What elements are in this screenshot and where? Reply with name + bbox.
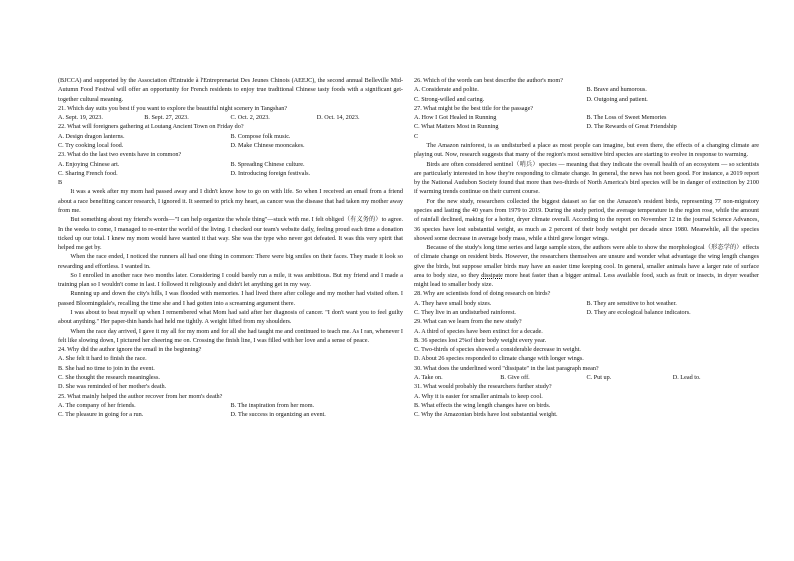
option: C. Oct. 2, 2023.	[230, 114, 270, 122]
options-22	[58, 141, 403, 150]
option: B. Spreading Chinese culture.	[230, 160, 305, 168]
question-26: 26. Which of the words can best describe the author's mom?	[414, 77, 563, 84]
option: C. What Matters Most in Running	[414, 123, 499, 131]
options-27	[414, 122, 759, 131]
question-29: 29. What can we learn from the new study?	[414, 318, 522, 326]
option: B. They are sensitive to hot weather.	[586, 299, 677, 307]
option: D. The Rewards of Great Friendship	[586, 123, 677, 131]
option: C. The pleasure in going for a run.	[58, 411, 144, 419]
options-28	[414, 299, 759, 308]
option: D. They are ecological balance indicators.	[586, 309, 691, 317]
passage-b-paragraph: When the race day arrived, I gave it my all for my mom and for all she had taught me and continued to teach me. As I ran, whenever I felt like slowing down, I pictured her cheering me on. Crossing the finish line, I was filled with her love and a sense of peace.	[58, 327, 403, 344]
option: D. Outgoing and patient.	[586, 95, 648, 103]
passage-b-paragraph: I was about to beat myself up when I remembered what Mom had said after her diagnosis of cancer. "I don't want you to feel guilty about anything." Her paper-thin hands had held me tightly. A weight lifted from my shoulders.	[58, 309, 403, 326]
underlined-word: dissipate	[481, 271, 503, 279]
option: B. She had no time to join in the event.	[58, 364, 155, 372]
option: A. Sept. 19, 2023.	[58, 114, 103, 122]
option: B. Give off.	[500, 374, 530, 381]
option: A. Considerate and polite.	[414, 86, 479, 94]
passage-b-paragraph: Running up and down the city's hills, I was flooded with memories. I had lived there after college and my mother had visited often. I passed Bloomingdale's, recalling the time she and I had gotten into a screaming argument there.	[58, 290, 403, 307]
option: A. She felt it hard to finish the race.	[58, 355, 147, 363]
passage-b-paragraph: So I enrolled in another race two months later. Considering I could barely run a mile, it was ambitious. But my friend and I made a training plan so I wouldn't come in last. I followed it religiously and didn't let anything get in my way.	[58, 271, 403, 289]
option: D. Make Chinese mooncakes.	[230, 141, 305, 149]
option: B. Compose folk music.	[230, 132, 291, 140]
option: B. 36 species lost 2%of their body weight every year.	[414, 336, 547, 344]
question-27: 27. What might be the best title for the passage?	[414, 104, 534, 112]
options-26	[414, 95, 759, 104]
options-23	[58, 160, 403, 169]
options-27	[414, 113, 759, 122]
question-28: 28. Why are scientists fond of doing research on birds?	[414, 290, 551, 298]
question-21: 21. Which day suits you best if you want to explore the beautiful night scenery in Tangshan?	[58, 104, 288, 112]
option: A. A third of species have been extinct for a decade.	[414, 327, 543, 335]
options-30	[414, 373, 759, 382]
section-heading-c: C	[414, 132, 419, 140]
option: A. They have small body sizes.	[414, 299, 492, 307]
option: C. Two-thirds of species showed a considerable decrease in weight.	[414, 346, 581, 354]
option: A. Why it is easier for smaller animals to keep cool.	[414, 392, 543, 400]
right-column	[414, 76, 759, 419]
options-26	[414, 85, 759, 94]
left-column	[58, 76, 403, 419]
options-25	[58, 401, 403, 410]
passage-c-paragraph: For the new study, researchers collected the biggest dataset so far on the Amazon's resident birds, representing 77 non-migratory species and lasting the 40 years from 1979 to 2019. During the study period, the average temperature in the region rose, while the amount of rainfall declined, making for a hotter, dryer climate overall. According to the report on November 12 in the journal Science Advances, 36 species have lost substantial weight, as much as 2 percent of their body weight per decade since 1980. Meanwhile, all the species showed some decrease in average body mass, while a third grew longer wings.	[414, 197, 759, 242]
option: C. Sharing French food.	[58, 169, 118, 177]
passage-c-text: more heat faster than a bigger animal. Less available food, such as fruit or insects, in dryer weather might lead to smaller body size.	[414, 271, 759, 289]
question-24: 24. Why did the author ignore the email in the beginning?	[58, 346, 202, 354]
options-22	[58, 132, 403, 141]
option: A. The company of her friends.	[58, 401, 136, 409]
passage-b-paragraph: But something about my friend's words—"I can help organize the whole thing"—stuck with me. I felt obliged（有义务的）to agree. In the weeks to come, I managed to re-enter the world of the living. I checked our team's website daily, feeling proud each time a donation ticked up our total. I knew my mom would have wanted it that way. She was the type who never got defeated. It was this very spirit that helped me get by.	[58, 216, 403, 252]
option: B. The inspiration from her mom.	[230, 401, 315, 409]
question-23: 23. What do the last two events have in common?	[58, 151, 182, 159]
option: D. Lead to.	[672, 374, 701, 381]
option: C. Try cooking local food.	[58, 141, 124, 149]
options-25	[58, 410, 403, 419]
options-23	[58, 169, 403, 178]
option: D. Introducing foreign festivals.	[230, 169, 311, 177]
option: B. Sept. 27, 2023.	[144, 114, 189, 122]
option: C. Put up.	[586, 374, 612, 381]
option: D. Oct. 14, 2023.	[316, 114, 360, 122]
passage-c-paragraph: The Amazon rainforest, is as undisturbed a place as most people can imagine, but even there, the effects of a changing climate are playing out. Now, research suggests that many of the region's most sensitive bird species are starting to evolve in response to warming.	[414, 141, 759, 159]
options-28	[414, 308, 759, 317]
option: D. The success in organizing an event.	[230, 411, 326, 419]
option: C. Why the Amazonian birds have lost substantial weight.	[414, 411, 558, 419]
passage-b-paragraph: When the race ended, I noticed the runners all had one thing in common: There were big smiles on their faces. They made it look so rewarding and effortless. I wanted in.	[58, 253, 403, 270]
section-heading-b: B	[58, 179, 63, 187]
option: B. Brave and humorous.	[586, 86, 647, 94]
option: D. About 26 species responded to climate change with longer wings.	[414, 355, 584, 363]
option: D. She was reminded of her mother's death.	[58, 383, 167, 391]
option: A. Enjoying Chinese art.	[58, 160, 120, 168]
passage-c-text: Because of the study's long time series and large sample sizes, the authors were able to show the morphological（形态学的）effects of climate change on resident birds. However, the researchers themselves are unsure and wonder what advantage the wing length changes give the birds, but suppose smaller birds may have an easier time keeping cool. In general, smaller animals have a larger rate of surface area to body size, so they	[414, 244, 759, 279]
passage-b-paragraph: It was a week after my mom had passed away and I didn't know how to go on with life. So when I received an email from a friend about a race benefiting cancer research, I ignored it. It seemed to prick my heart, as cancer was the disease that had taken my mother away from me.	[58, 188, 403, 214]
options-21	[58, 113, 403, 122]
option: C. Strong-willed and caring.	[414, 95, 485, 103]
question-30: 30. What does the underlined word "dissipate" in the last paragraph mean?	[414, 364, 599, 372]
passage-c-paragraph: Birds are often considered sentinel（哨兵）species — meaning that they indicate the overall health of an ecosystem — so scientists are particularly interested in how they're responding to climate change. In general, the news has not been good. For instance, a 2019 report by the National Audubon Society found that more than two-thirds of North America's bird species will be in danger of extinction by 2100 if warming trends continue on their current course.	[414, 160, 759, 196]
question-22: 22. What will foreigners gathering at Loutang Ancient Town on Friday do?	[58, 123, 244, 131]
option: A. Design dragon lanterns.	[58, 132, 125, 140]
option: A. Take on.	[414, 374, 443, 381]
option: B. The Loss of Sweet Memories	[586, 114, 667, 122]
intro-paragraph: (BJCCA) and supported by the Association d'Entraide à l'Entreprenariat Des Jeunes Chinois (AEEJC), the second annual Belleville Mid-Autumn Food Festival will offer an opportunity for French residents to enjoy true traditional Chinese tasty foods with a significant get-together cultural meaning.	[58, 77, 403, 103]
question-25: 25. What mainly helped the author recover from her mom's death?	[58, 392, 223, 400]
option: C. She thought the research meaningless.	[58, 374, 160, 381]
option: B. What effects the wing length changes have on birds.	[414, 401, 551, 409]
question-31: 31. What would probably the researchers further study?	[414, 383, 552, 391]
passage-c-paragraph	[414, 243, 759, 289]
option: C. They live in an undisturbed rainforest.	[414, 309, 516, 317]
option: A. How I Got Healed in Running	[414, 114, 497, 122]
